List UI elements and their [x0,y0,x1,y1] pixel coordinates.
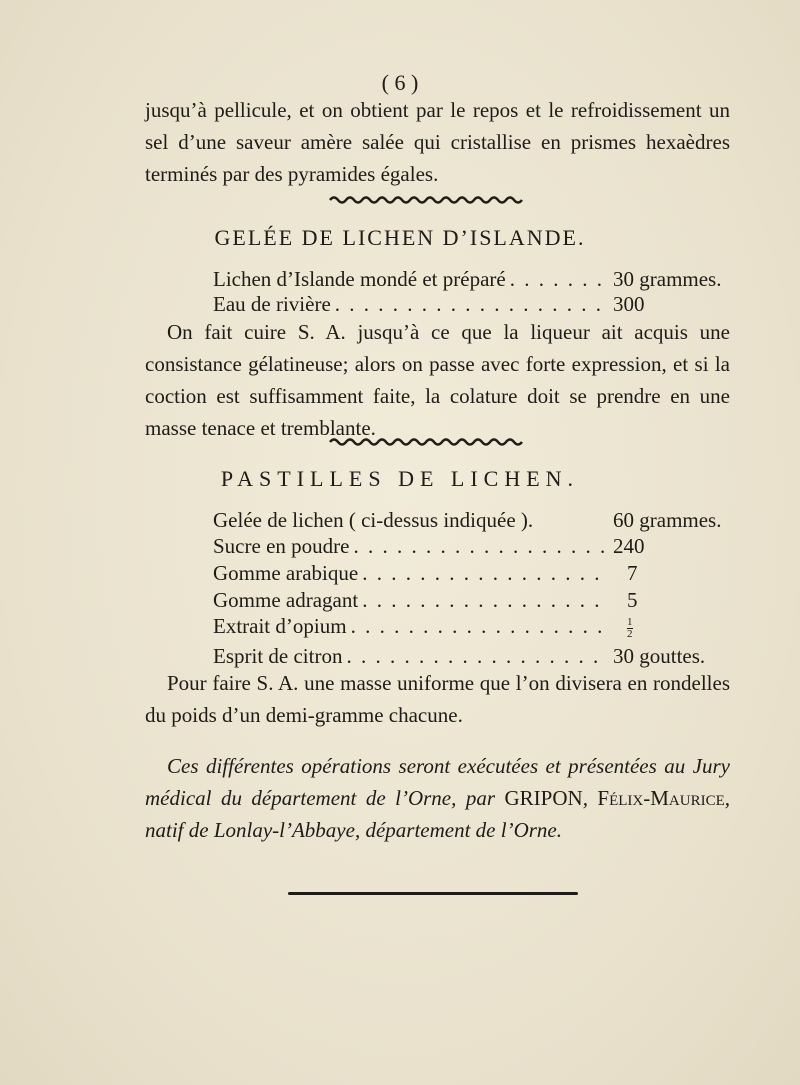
ingredient-qty: 30 grammes. [613,267,722,291]
leader-dots [362,588,609,613]
section2-ingredient-row [213,614,733,640]
ingredient-name: Gomme arabique [213,561,359,585]
intro-paragraph [145,94,730,190]
section1-method [145,316,730,444]
section2-ingredient-row [213,534,733,559]
ingredient-name: Eau de rivière [213,292,331,316]
leader-dots [351,614,609,639]
page-number: ( 6 ) [381,70,419,95]
author-surname: GRIPON [504,786,583,810]
wavy-divider-1 [0,194,800,206]
section2-ingredient-row [213,561,733,586]
closing-separator: , [582,786,598,810]
closing-paragraph [145,750,730,846]
section1-method-text: On fait cuire S. A. jusqu’à ce que la liqueur ait acquis une consistance gélatineuse; alors on passe avec forte expression, et si la coction est suffisamment faite, la colature doit se prendre en une masse tenace et tremblante. [145,320,730,440]
intro-text: jusqu’à pellicule, et on obtient par le repos et le refroidissement un sel d’une saveur amère salée qui cristallise en prismes hexaèdres terminés par des pyramides égales. [145,98,730,186]
ingredient-name: Gomme adragant [213,588,359,612]
wavy-divider-2 [0,436,800,448]
closing-text-after: , natif de Lonlay-l’Abbaye, département de l’Orne. [145,786,730,842]
section2-ingredient-row [213,508,733,533]
leader-dots [335,292,609,317]
ingredient-name: Sucre en poudre [213,534,350,558]
section1-ingredient-row [213,292,733,317]
section1-ingredient-row [213,267,733,292]
leader-dots [510,267,609,292]
ingredient-qty [613,614,733,640]
fraction-half [627,617,633,640]
fraction-denominator: 2 [627,627,633,640]
ingredient-qty: 5 [627,588,638,612]
ingredient-name: Esprit de citron [213,644,343,668]
ingredient-qty: 300 [613,292,645,316]
author-forenames: Félix-Maurice [597,786,725,810]
ingredient-qty: 240 [613,534,645,558]
fraction-numerator: 1 [627,615,633,628]
section1-title: GELÉE DE LICHEN D’ISLANDE. [214,225,586,250]
section2-ingredient-row [213,644,733,669]
ingredient-qty: 7 [627,561,638,585]
ingredient-name: Extrait d’opium [213,614,347,638]
section2-method-text: Pour faire S. A. une masse uniforme que l’on divisera en rondelles du poids d’un demi-gramme chacune. [145,671,730,727]
closing-text-before: Ces différentes opérations seront exécutées et présentées au Jury médical du département de l’Orne, par [145,754,730,810]
ingredient-name: Gelée de lichen ( ci-dessus indiquée ). [213,508,534,532]
leader-dots [362,561,609,586]
leader-dots [346,644,609,669]
leader-dots [353,534,609,559]
section2-ingredient-row [213,588,733,613]
end-rule [288,892,578,895]
ingredient-name: Lichen d’Islande mondé et préparé [213,267,506,291]
section2-method [145,667,730,731]
ingredient-qty: 60 grammes. [613,508,722,532]
ingredient-qty: 30 gouttes. [613,644,706,668]
section2-title: PASTILLES DE LICHEN. [220,466,580,491]
